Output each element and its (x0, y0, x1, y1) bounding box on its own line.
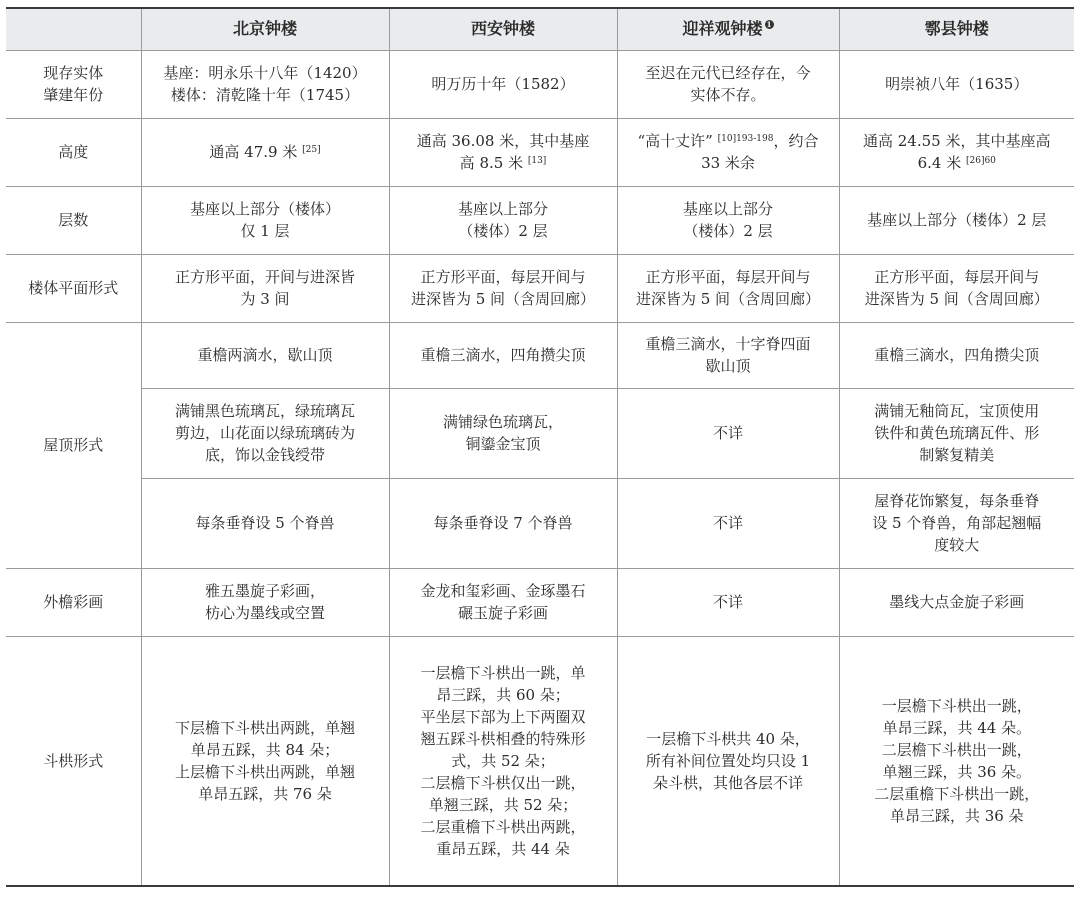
cell-text: ，约合 (773, 132, 819, 150)
table-row-floors (6, 186, 1074, 254)
cell (141, 568, 389, 636)
cell-text: 正方形平面，每层开间与 进深皆为 5 间（含周回廊） (410, 268, 596, 308)
cell-text: 6.4 米 (917, 154, 966, 172)
citation-ref: [10]193-198 (717, 134, 774, 144)
row-label-text: 外檐彩画 (43, 593, 104, 611)
row-label-text: 屋顶形式 (43, 436, 104, 454)
cell-text: 雅五墨旋子彩画， 枋心为墨线或空置 (204, 582, 325, 622)
cell (389, 50, 617, 118)
cell-text: 下层檐下斗栱出两跳，单翘 单昂五踩，共 84 朵； 上层檐下斗栱出两跳，单翘 单昂五踩，共 76 朵 (174, 718, 355, 803)
header-beijing: 北京钟楼 (141, 8, 389, 50)
cell (617, 568, 839, 636)
cell-text: 高 8.5 米 (459, 154, 528, 172)
cell-text: 一层檐下斗栱出一跳， 单昂三踩，共 44 朵。 二层檐下斗栱出一跳， 单翘三踩，共 36 朵。 二层重檐下斗栱出一跳， 单昂三踩，共 36 朵 (874, 696, 1040, 825)
cell (389, 388, 617, 478)
cell-text: 通高 24.55 米，其中基座高 (863, 132, 1051, 150)
cell (141, 636, 389, 886)
cell (839, 568, 1074, 636)
cell (389, 478, 617, 568)
cell (141, 50, 389, 118)
cell-text: “高十丈许” (637, 132, 718, 150)
cell (617, 636, 839, 886)
cell-text: 正方形平面，开间与进深皆 为 3 间 (174, 268, 355, 308)
cell (839, 322, 1074, 388)
cell-text: 满铺黑色琉璃瓦，绿琉璃瓦 剪边，山花面以绿琉璃砖为 底，饰以金钱绶带 (174, 402, 355, 464)
cell-text: 基座以上部分（楼体）2 层 (867, 211, 1047, 229)
row-label-paint (6, 568, 141, 636)
row-label-text: 楼体平面形式 (28, 279, 119, 297)
row-label-dougong (6, 636, 141, 886)
cell (141, 388, 389, 478)
table-row-roof-2 (6, 388, 1074, 478)
cell-text: 基座以上部分 （楼体）2 层 (682, 200, 773, 240)
row-label-plan (6, 254, 141, 322)
cell-text: 基座：明永乐十八年（1420） 楼体：清乾隆十年（1745） (163, 64, 367, 104)
cell-text: 墨线大点金旋子彩画 (889, 593, 1025, 611)
table-row-roof-1 (6, 322, 1074, 388)
cell (141, 186, 389, 254)
cell-text: 通高 47.9 米 (209, 143, 303, 161)
cell-text: 一层檐下斗栱共 40 朵， 所有补间位置处均只设 1 朵斗栱，其他各层不详 (645, 729, 811, 792)
cell (617, 118, 839, 186)
cell (617, 254, 839, 322)
cell (141, 254, 389, 322)
cell-text: 通高 36.08 米，其中基座 (416, 132, 590, 150)
cell (839, 50, 1074, 118)
cell (141, 322, 389, 388)
citation-ref: [13] (527, 156, 547, 166)
cell-text: 一层檐下斗栱出一跳，单 昂三踩，共 60 朵； 平坐层下部为上下两圈双 翘五踩斗栱相叠的特殊形 式，共 52 朵； 二层檐下斗栱仅出一跳， 单翘三踩，共 52 朵； 二层重檐下斗栱出两跳， 重昂五踩，共 44 朵 (420, 663, 586, 858)
cell (839, 636, 1074, 886)
cell (839, 186, 1074, 254)
row-label-height (6, 118, 141, 186)
header-yingxiangguan-label: 迎祥观钟楼 (682, 19, 763, 39)
cell-text: 重檐两滴水，歇山顶 (197, 346, 333, 364)
cell (389, 322, 617, 388)
cell-text: 屋脊花饰繁复，每条垂脊 设 5 个脊兽，角部起翘幅 度较大 (872, 492, 1042, 554)
table-row-height (6, 118, 1074, 186)
cell-text: 满铺无釉筒瓦，宝顶使用 铁件和黄色琉璃瓦件、形 制繁复精美 (874, 402, 1040, 464)
row-label-year (6, 50, 141, 118)
comparison-table (6, 7, 1074, 887)
table-row-dougong (6, 636, 1074, 886)
header-xian: 西安钟楼 (389, 8, 617, 50)
row-label-floors (6, 186, 141, 254)
cell (617, 322, 839, 388)
header-row (6, 8, 1074, 50)
row-label-text: 高度 (58, 143, 89, 161)
cell-text: 重檐三滴水，十字脊四面 歇山顶 (645, 335, 811, 375)
cell (141, 478, 389, 568)
cell (839, 254, 1074, 322)
cell (389, 118, 617, 186)
cell-text: 正方形平面，每层开间与 进深皆为 5 间（含周回廊） (864, 268, 1049, 308)
cell (839, 118, 1074, 186)
cell-text: 重檐三滴水，四角攒尖顶 (874, 346, 1040, 364)
cell-text: 重檐三滴水，四角攒尖顶 (420, 346, 586, 364)
cell (389, 254, 617, 322)
row-label-text: 层数 (58, 211, 89, 229)
cell-text: 明崇祯八年（1635） (885, 75, 1029, 93)
cell (389, 186, 617, 254)
cell (839, 388, 1074, 478)
row-label-roof (6, 322, 141, 568)
cell (389, 568, 617, 636)
cell (617, 50, 839, 118)
cell-text: 正方形平面，每层开间与 进深皆为 5 间（含周回廊） (635, 268, 821, 308)
footnote-marker: 1 (765, 20, 774, 29)
citation-ref: [26]60 (965, 156, 996, 166)
cell-text: 每条垂脊设 5 个脊兽 (195, 514, 335, 532)
cell (389, 636, 617, 886)
cell (617, 186, 839, 254)
cell-text: 基座以上部分（楼体） 仅 1 层 (189, 200, 340, 240)
header-yingxiangguan (617, 8, 839, 50)
header-corner (6, 8, 141, 50)
cell-text: 不详 (712, 424, 743, 442)
cell-text: 至迟在元代已经存在，今 实体不存。 (645, 64, 811, 104)
row-label-text: 现存实体 肇建年份 (43, 64, 104, 104)
table-row-year (6, 50, 1074, 118)
cell-text: 满铺绿色琉璃瓦， 铜鎏金宝顶 (442, 413, 563, 453)
table-row-plan (6, 254, 1074, 322)
table-row-roof-3 (6, 478, 1074, 568)
citation-ref: [25] (302, 145, 321, 155)
row-label-text: 斗栱形式 (43, 751, 104, 770)
cell (839, 478, 1074, 568)
cell-text: 金龙和玺彩画、金琢墨石 碾玉旋子彩画 (420, 582, 586, 622)
cell-text: 基座以上部分 （楼体）2 层 (457, 200, 548, 240)
cell-text: 不详 (712, 593, 743, 611)
cell-text: 不详 (712, 514, 743, 532)
cell-text: 明万历十年（1582） (431, 75, 575, 93)
cell (141, 118, 389, 186)
table-row-paint (6, 568, 1074, 636)
cell-text: 每条垂脊设 7 个脊兽 (433, 514, 573, 532)
header-huxian: 鄠县钟楼 (839, 8, 1074, 50)
cell-text: 33 米余 (701, 154, 755, 172)
cell (617, 388, 839, 478)
cell (617, 478, 839, 568)
